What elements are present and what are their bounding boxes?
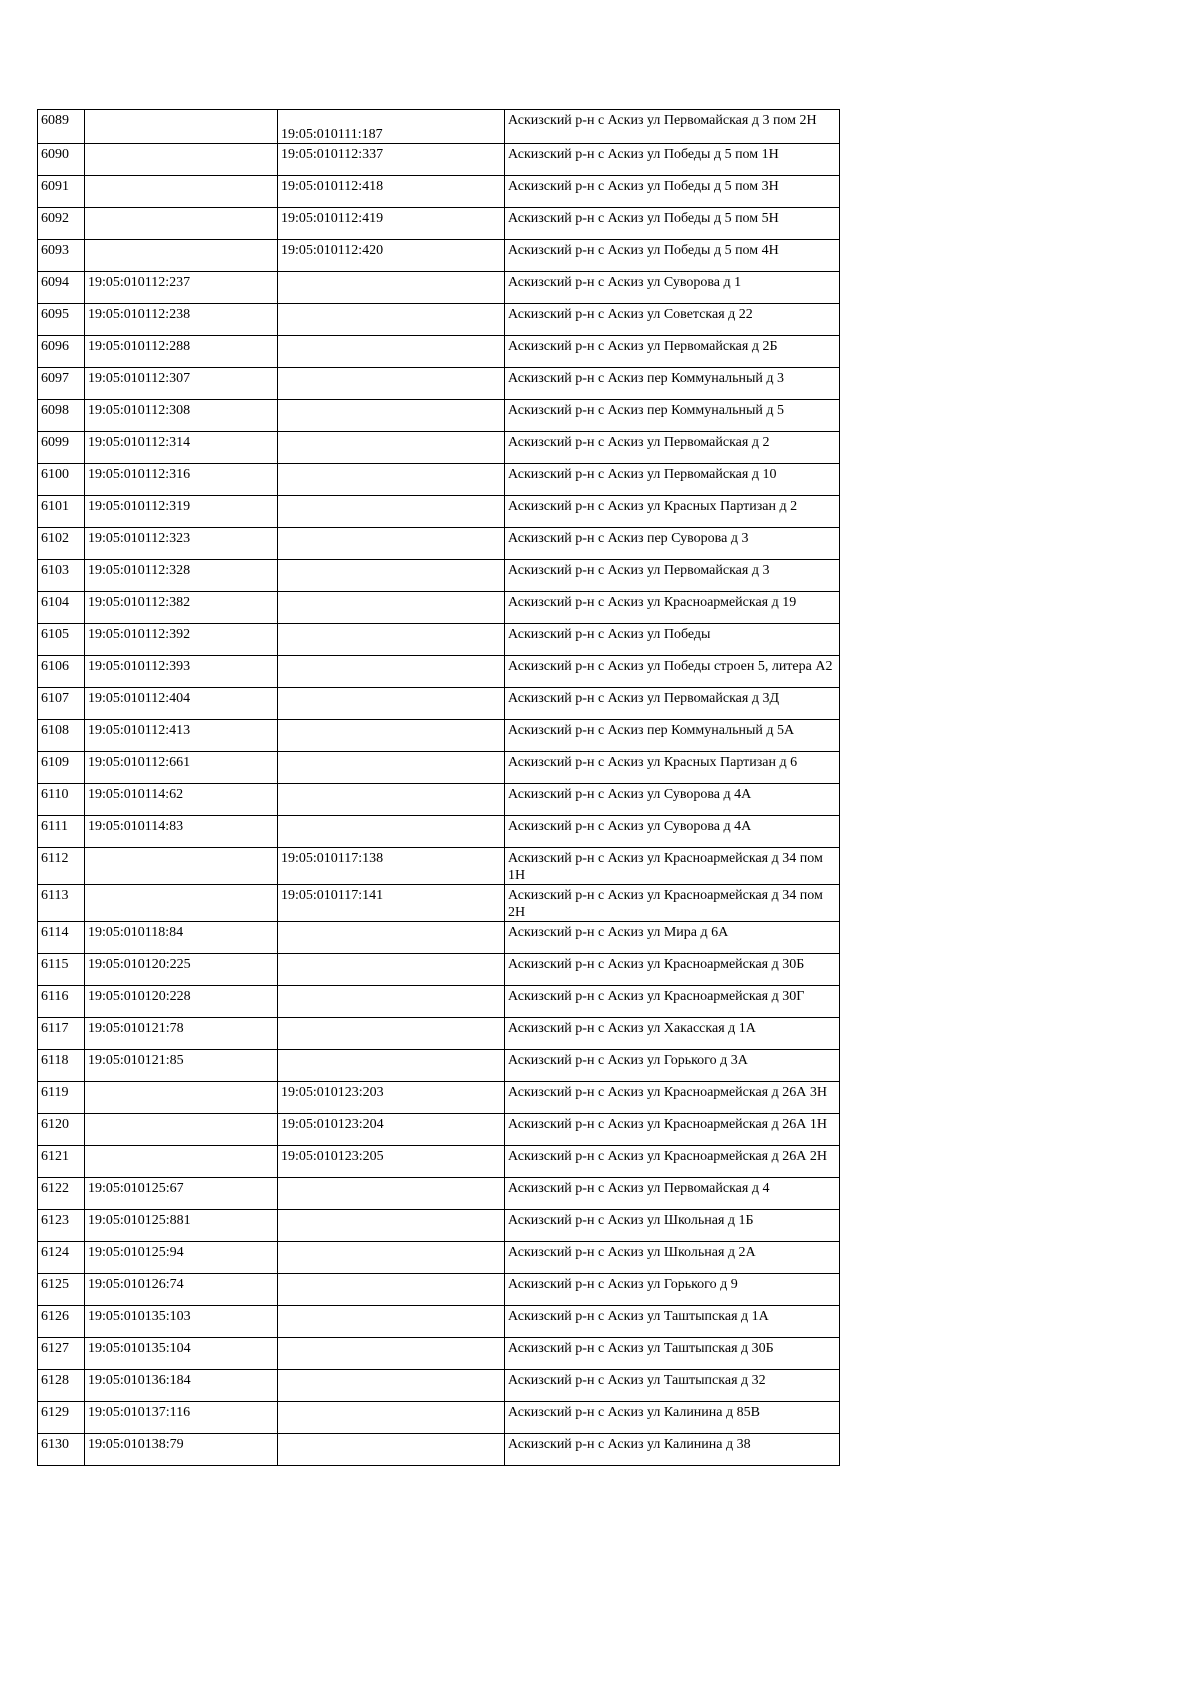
row-number-cell: 6106 xyxy=(38,656,85,688)
table-row xyxy=(38,1146,840,1178)
premises-cadastral-number-cell: 19:05:010112:337 xyxy=(278,144,505,176)
row-number-cell: 6116 xyxy=(38,986,85,1018)
premises-cadastral-number-cell: 19:05:010112:419 xyxy=(278,208,505,240)
cadastral-number-cell: 19:05:010112:328 xyxy=(85,560,278,592)
address-cell: Аскизский р-н с Аскиз ул Хакасская д 1А xyxy=(505,1018,840,1050)
premises-cadastral-number-cell: 19:05:010117:138 xyxy=(278,848,505,885)
address-cell: Аскизский р-н с Аскиз ул Победы строен 5, литера А2 xyxy=(505,656,840,688)
premises-cadastral-number-cell: 19:05:010123:204 xyxy=(278,1114,505,1146)
row-number-cell: 6126 xyxy=(38,1306,85,1338)
row-number-cell: 6105 xyxy=(38,624,85,656)
address-cell: Аскизский р-н с Аскиз ул Таштыпская д 30Б xyxy=(505,1338,840,1370)
address-cell: Аскизский р-н с Аскиз ул Суворова д 4А xyxy=(505,784,840,816)
cadastral-number-cell: 19:05:010112:413 xyxy=(85,720,278,752)
row-number-cell: 6117 xyxy=(38,1018,85,1050)
cadastral-number-cell xyxy=(85,208,278,240)
table-row xyxy=(38,560,840,592)
premises-cadastral-number-cell: 19:05:010112:418 xyxy=(278,176,505,208)
premises-cadastral-number-cell xyxy=(278,560,505,592)
cadastral-number-cell xyxy=(85,885,278,922)
row-number-cell: 6113 xyxy=(38,885,85,922)
table-row xyxy=(38,816,840,848)
table-row xyxy=(38,1082,840,1114)
premises-cadastral-number-cell xyxy=(278,272,505,304)
premises-cadastral-number-cell xyxy=(278,1050,505,1082)
cadastral-number-cell xyxy=(85,110,278,144)
row-number-cell: 6120 xyxy=(38,1114,85,1146)
address-cell: Аскизский р-н с Аскиз ул Первомайская д 10 xyxy=(505,464,840,496)
table-row xyxy=(38,110,840,144)
address-cell: Аскизский р-н с Аскиз ул Первомайская д 2Б xyxy=(505,336,840,368)
row-number-cell: 6114 xyxy=(38,922,85,954)
table-row xyxy=(38,1018,840,1050)
address-cell: Аскизский р-н с Аскиз пер Коммунальный д 3 xyxy=(505,368,840,400)
table-row xyxy=(38,304,840,336)
address-cell: Аскизский р-н с Аскиз ул Первомайская д 4 xyxy=(505,1178,840,1210)
cadastral-number-cell xyxy=(85,144,278,176)
table-row xyxy=(38,240,840,272)
table-row xyxy=(38,656,840,688)
cadastral-number-cell: 19:05:010135:103 xyxy=(85,1306,278,1338)
cadastral-number-cell: 19:05:010137:116 xyxy=(85,1402,278,1434)
cadastral-number-cell: 19:05:010112:392 xyxy=(85,624,278,656)
address-cell: Аскизский р-н с Аскиз пер Суворова д 3 xyxy=(505,528,840,560)
table-row xyxy=(38,1306,840,1338)
cadastral-number-cell: 19:05:010118:84 xyxy=(85,922,278,954)
table-row xyxy=(38,1370,840,1402)
table-row xyxy=(38,1338,840,1370)
row-number-cell: 6104 xyxy=(38,592,85,624)
property-table xyxy=(37,109,840,1466)
table-row xyxy=(38,922,840,954)
address-cell: Аскизский р-н с Аскиз ул Красноармейская д 34 пом 2Н xyxy=(505,885,840,922)
table-row xyxy=(38,624,840,656)
premises-cadastral-number-cell xyxy=(278,1370,505,1402)
table-row xyxy=(38,885,840,922)
table-row xyxy=(38,1402,840,1434)
premises-cadastral-number-cell xyxy=(278,816,505,848)
row-number-cell: 6089 xyxy=(38,110,85,144)
table-row xyxy=(38,720,840,752)
address-cell: Аскизский р-н с Аскиз ул Горького д 3А xyxy=(505,1050,840,1082)
row-number-cell: 6128 xyxy=(38,1370,85,1402)
row-number-cell: 6127 xyxy=(38,1338,85,1370)
table-row xyxy=(38,1114,840,1146)
premises-cadastral-number-cell xyxy=(278,752,505,784)
cadastral-number-cell xyxy=(85,176,278,208)
premises-cadastral-number-cell xyxy=(278,656,505,688)
row-number-cell: 6123 xyxy=(38,1210,85,1242)
premises-cadastral-number-cell xyxy=(278,496,505,528)
premises-cadastral-number-cell xyxy=(278,1402,505,1434)
address-cell: Аскизский р-н с Аскиз ул Красноармейская д 26А 3Н xyxy=(505,1082,840,1114)
address-cell: Аскизский р-н с Аскиз ул Суворова д 4А xyxy=(505,816,840,848)
cadastral-number-cell xyxy=(85,1146,278,1178)
address-cell: Аскизский р-н с Аскиз ул Победы д 5 пом 3Н xyxy=(505,176,840,208)
premises-cadastral-number-cell xyxy=(278,336,505,368)
address-cell: Аскизский р-н с Аскиз ул Красноармейская д 19 xyxy=(505,592,840,624)
row-number-cell: 6124 xyxy=(38,1242,85,1274)
premises-cadastral-number-cell xyxy=(278,784,505,816)
table-row xyxy=(38,1242,840,1274)
cadastral-number-cell: 19:05:010120:225 xyxy=(85,954,278,986)
cadastral-number-cell: 19:05:010112:404 xyxy=(85,688,278,720)
cadastral-number-cell: 19:05:010125:67 xyxy=(85,1178,278,1210)
row-number-cell: 6107 xyxy=(38,688,85,720)
address-cell: Аскизский р-н с Аскиз ул Красноармейская д 26А 1Н xyxy=(505,1114,840,1146)
premises-cadastral-number-cell xyxy=(278,720,505,752)
row-number-cell: 6115 xyxy=(38,954,85,986)
row-number-cell: 6093 xyxy=(38,240,85,272)
address-cell: Аскизский р-н с Аскиз ул Первомайская д 3Д xyxy=(505,688,840,720)
cadastral-number-cell: 19:05:010135:104 xyxy=(85,1338,278,1370)
table-row xyxy=(38,272,840,304)
row-number-cell: 6130 xyxy=(38,1434,85,1466)
table-row xyxy=(38,954,840,986)
address-cell: Аскизский р-н с Аскиз ул Красных Партизан д 2 xyxy=(505,496,840,528)
premises-cadastral-number-cell: 19:05:010111:187 xyxy=(278,110,505,144)
row-number-cell: 6118 xyxy=(38,1050,85,1082)
table-row xyxy=(38,464,840,496)
table-row xyxy=(38,432,840,464)
cadastral-number-cell: 19:05:010112:393 xyxy=(85,656,278,688)
row-number-cell: 6092 xyxy=(38,208,85,240)
cadastral-number-cell xyxy=(85,1114,278,1146)
cadastral-number-cell: 19:05:010112:316 xyxy=(85,464,278,496)
table-row xyxy=(38,986,840,1018)
premises-cadastral-number-cell xyxy=(278,1274,505,1306)
table-body xyxy=(38,110,840,1466)
cadastral-number-cell: 19:05:010114:62 xyxy=(85,784,278,816)
premises-cadastral-number-cell xyxy=(278,368,505,400)
premises-cadastral-number-cell xyxy=(278,1210,505,1242)
cadastral-number-cell: 19:05:010112:307 xyxy=(85,368,278,400)
address-cell: Аскизский р-н с Аскиз пер Коммунальный д 5 xyxy=(505,400,840,432)
row-number-cell: 6119 xyxy=(38,1082,85,1114)
row-number-cell: 6091 xyxy=(38,176,85,208)
address-cell: Аскизский р-н с Аскиз ул Красноармейская д 34 пом 1Н xyxy=(505,848,840,885)
cadastral-number-cell: 19:05:010112:308 xyxy=(85,400,278,432)
row-number-cell: 6096 xyxy=(38,336,85,368)
row-number-cell: 6125 xyxy=(38,1274,85,1306)
cadastral-number-cell: 19:05:010121:85 xyxy=(85,1050,278,1082)
table-row xyxy=(38,1210,840,1242)
row-number-cell: 6097 xyxy=(38,368,85,400)
address-cell: Аскизский р-н с Аскиз ул Калинина д 85В xyxy=(505,1402,840,1434)
address-cell: Аскизский р-н с Аскиз ул Красноармейская д 30Б xyxy=(505,954,840,986)
table-row xyxy=(38,336,840,368)
table-row xyxy=(38,688,840,720)
premises-cadastral-number-cell xyxy=(278,688,505,720)
premises-cadastral-number-cell: 19:05:010123:205 xyxy=(278,1146,505,1178)
address-cell: Аскизский р-н с Аскиз ул Мира д 6А xyxy=(505,922,840,954)
cadastral-number-cell: 19:05:010121:78 xyxy=(85,1018,278,1050)
address-cell: Аскизский р-н с Аскиз ул Победы д 5 пом 4Н xyxy=(505,240,840,272)
premises-cadastral-number-cell xyxy=(278,304,505,336)
table-row xyxy=(38,848,840,885)
premises-cadastral-number-cell xyxy=(278,954,505,986)
premises-cadastral-number-cell xyxy=(278,1306,505,1338)
row-number-cell: 6111 xyxy=(38,816,85,848)
table-row xyxy=(38,1178,840,1210)
address-cell: Аскизский р-н с Аскиз ул Таштыпская д 1А xyxy=(505,1306,840,1338)
table-row xyxy=(38,496,840,528)
address-cell: Аскизский р-н с Аскиз ул Суворова д 1 xyxy=(505,272,840,304)
premises-cadastral-number-cell xyxy=(278,1178,505,1210)
row-number-cell: 6129 xyxy=(38,1402,85,1434)
premises-cadastral-number-cell xyxy=(278,922,505,954)
row-number-cell: 6110 xyxy=(38,784,85,816)
address-cell: Аскизский р-н с Аскиз ул Первомайская д 3 xyxy=(505,560,840,592)
premises-cadastral-number-cell xyxy=(278,464,505,496)
address-cell: Аскизский р-н с Аскиз ул Школьная д 2А xyxy=(505,1242,840,1274)
address-cell: Аскизский р-н с Аскиз ул Горького д 9 xyxy=(505,1274,840,1306)
cadastral-number-cell: 19:05:010112:314 xyxy=(85,432,278,464)
table-row xyxy=(38,1434,840,1466)
table-row xyxy=(38,592,840,624)
row-number-cell: 6112 xyxy=(38,848,85,885)
address-cell: Аскизский р-н с Аскиз ул Победы xyxy=(505,624,840,656)
premises-cadastral-number-cell xyxy=(278,1242,505,1274)
address-cell: Аскизский р-н с Аскиз ул Красноармейская д 26А 2Н xyxy=(505,1146,840,1178)
cadastral-number-cell: 19:05:010112:661 xyxy=(85,752,278,784)
cadastral-number-cell xyxy=(85,848,278,885)
row-number-cell: 6094 xyxy=(38,272,85,304)
address-cell: Аскизский р-н с Аскиз ул Советская д 22 xyxy=(505,304,840,336)
premises-cadastral-number-cell xyxy=(278,1018,505,1050)
address-cell: Аскизский р-н с Аскиз ул Таштыпская д 32 xyxy=(505,1370,840,1402)
row-number-cell: 6090 xyxy=(38,144,85,176)
table-row xyxy=(38,176,840,208)
premises-cadastral-number-cell xyxy=(278,624,505,656)
row-number-cell: 6100 xyxy=(38,464,85,496)
cadastral-number-cell xyxy=(85,1082,278,1114)
premises-cadastral-number-cell xyxy=(278,400,505,432)
table-row xyxy=(38,400,840,432)
premises-cadastral-number-cell xyxy=(278,592,505,624)
cadastral-number-cell xyxy=(85,240,278,272)
premises-cadastral-number-cell xyxy=(278,1434,505,1466)
premises-cadastral-number-cell xyxy=(278,1338,505,1370)
premises-cadastral-number-cell: 19:05:010112:420 xyxy=(278,240,505,272)
cadastral-number-cell: 19:05:010138:79 xyxy=(85,1434,278,1466)
row-number-cell: 6121 xyxy=(38,1146,85,1178)
cadastral-number-cell: 19:05:010120:228 xyxy=(85,986,278,1018)
address-cell: Аскизский р-н с Аскиз пер Коммунальный д 5А xyxy=(505,720,840,752)
row-number-cell: 6099 xyxy=(38,432,85,464)
cadastral-number-cell: 19:05:010126:74 xyxy=(85,1274,278,1306)
address-cell: Аскизский р-н с Аскиз ул Победы д 5 пом 5Н xyxy=(505,208,840,240)
cadastral-number-cell: 19:05:010112:382 xyxy=(85,592,278,624)
address-cell: Аскизский р-н с Аскиз ул Калинина д 38 xyxy=(505,1434,840,1466)
table-row xyxy=(38,784,840,816)
table-row xyxy=(38,144,840,176)
table-row xyxy=(38,368,840,400)
address-cell: Аскизский р-н с Аскиз ул Красноармейская д 30Г xyxy=(505,986,840,1018)
cadastral-number-cell: 19:05:010112:288 xyxy=(85,336,278,368)
premises-cadastral-number-cell xyxy=(278,432,505,464)
row-number-cell: 6095 xyxy=(38,304,85,336)
address-cell: Аскизский р-н с Аскиз ул Школьная д 1Б xyxy=(505,1210,840,1242)
cadastral-number-cell: 19:05:010125:881 xyxy=(85,1210,278,1242)
premises-cadastral-number-cell: 19:05:010117:141 xyxy=(278,885,505,922)
row-number-cell: 6122 xyxy=(38,1178,85,1210)
table-row xyxy=(38,208,840,240)
row-number-cell: 6103 xyxy=(38,560,85,592)
row-number-cell: 6109 xyxy=(38,752,85,784)
row-number-cell: 6098 xyxy=(38,400,85,432)
address-cell: Аскизский р-н с Аскиз ул Первомайская д 2 xyxy=(505,432,840,464)
row-number-cell: 6102 xyxy=(38,528,85,560)
premises-cadastral-number-cell xyxy=(278,986,505,1018)
cadastral-number-cell: 19:05:010125:94 xyxy=(85,1242,278,1274)
premises-cadastral-number-cell xyxy=(278,528,505,560)
cadastral-number-cell: 19:05:010112:319 xyxy=(85,496,278,528)
address-cell: Аскизский р-н с Аскиз ул Первомайская д 3 пом 2Н xyxy=(505,110,840,144)
cadastral-number-cell: 19:05:010112:237 xyxy=(85,272,278,304)
cadastral-number-cell: 19:05:010136:184 xyxy=(85,1370,278,1402)
table-row xyxy=(38,752,840,784)
address-cell: Аскизский р-н с Аскиз ул Победы д 5 пом 1Н xyxy=(505,144,840,176)
table-row xyxy=(38,1274,840,1306)
table-row xyxy=(38,528,840,560)
premises-cadastral-number-cell: 19:05:010123:203 xyxy=(278,1082,505,1114)
cadastral-number-cell: 19:05:010112:238 xyxy=(85,304,278,336)
table-row xyxy=(38,1050,840,1082)
row-number-cell: 6101 xyxy=(38,496,85,528)
cadastral-number-cell: 19:05:010112:323 xyxy=(85,528,278,560)
row-number-cell: 6108 xyxy=(38,720,85,752)
cadastral-number-cell: 19:05:010114:83 xyxy=(85,816,278,848)
address-cell: Аскизский р-н с Аскиз ул Красных Партизан д 6 xyxy=(505,752,840,784)
